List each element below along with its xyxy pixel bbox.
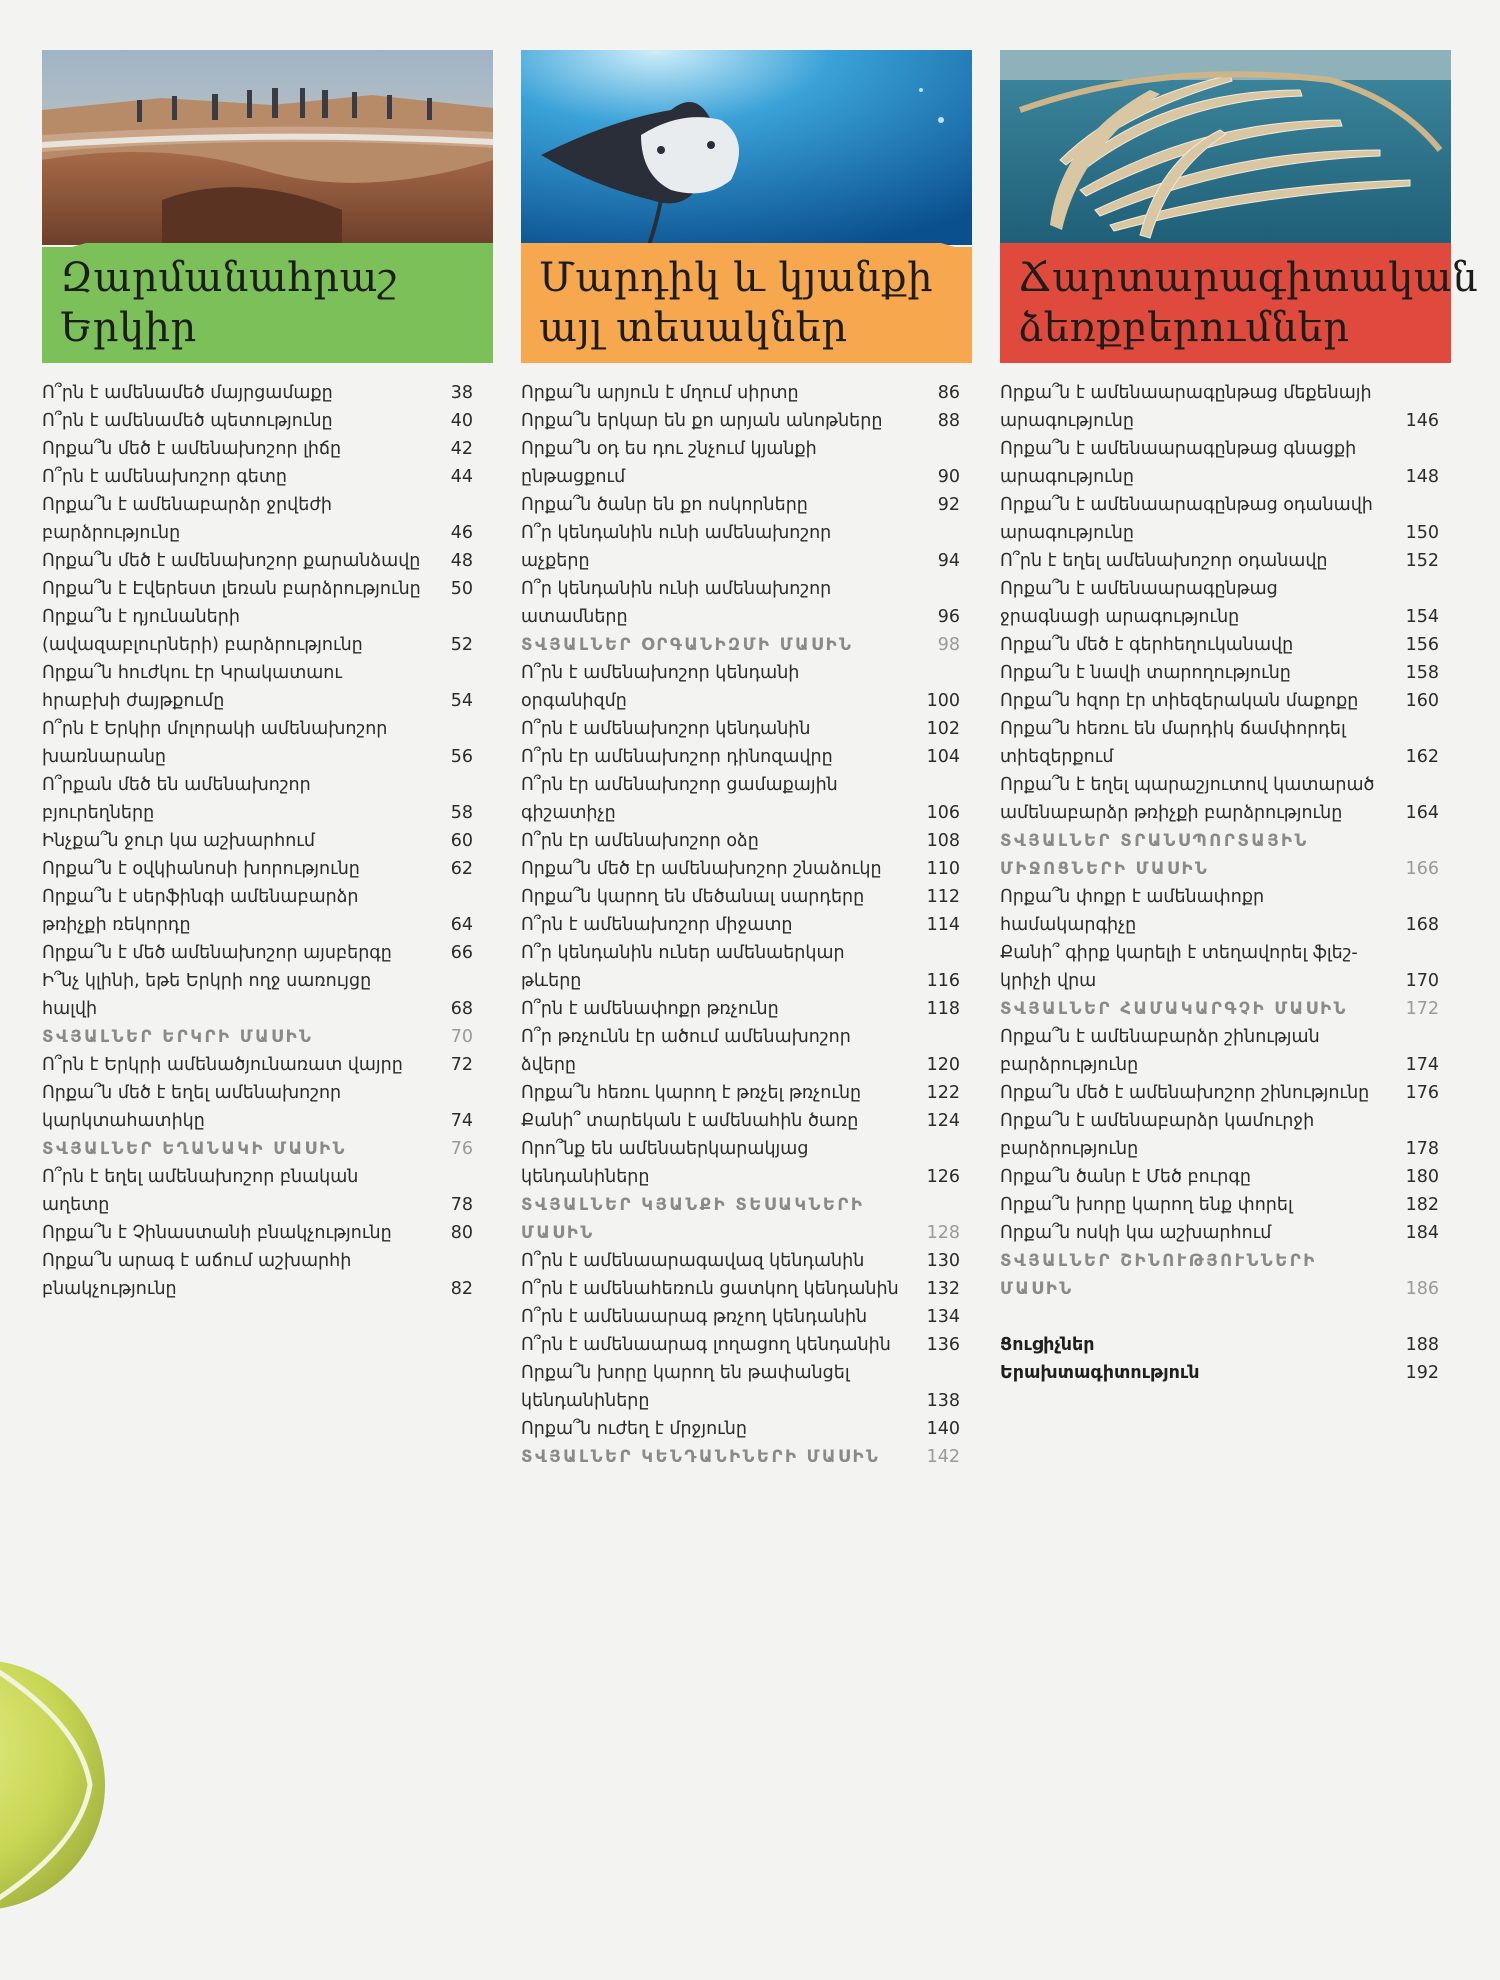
toc-entry-title: Որքա՞ն խորը կարող ենք փորել [1000, 1195, 1293, 1215]
toc-page-number: 118 [926, 999, 960, 1019]
toc-page-number: 88 [937, 411, 960, 431]
toc-entry[interactable] [521, 1303, 972, 1331]
toc-page-number: 184 [1405, 1223, 1439, 1243]
toc-column-life [521, 50, 972, 1471]
toc-page-number: 182 [1405, 1195, 1439, 1215]
toc-page-number: 112 [926, 887, 960, 907]
toc-page-number: 46 [450, 523, 473, 543]
toc-entry[interactable] [1000, 379, 1451, 435]
toc-entry[interactable] [1000, 631, 1451, 659]
toc-entry[interactable] [42, 603, 493, 659]
toc-page-number: 92 [937, 495, 960, 515]
toc-entry[interactable] [521, 771, 972, 827]
toc-entry-title: Որքա՞ն է եղել պարաշյուտով կատարած ամենաբարձր թռիչքի բարձրությունը [1000, 775, 1375, 823]
toc-entry[interactable] [521, 1023, 972, 1079]
toc-entry-title: Ո՞րն է եղել ամենախոշոր օդանավը [1000, 551, 1328, 571]
toc-entry[interactable] [521, 491, 972, 519]
toc-entry[interactable] [42, 827, 493, 855]
toc-entry-title: ՏՎՅԱԼՆԵՐ ՏՐԱՆՍՊՈՐՏԱՅԻՆ ՄԻՋՈՑՆԵՐԻ ՄԱՍԻՆ [1000, 831, 1309, 878]
toc-facts-entry[interactable] [521, 631, 972, 659]
toc-entry-title: Ո՞րքան մեծ են ամենախոշոր բյուրեղները [42, 775, 311, 823]
toc-entry[interactable] [42, 1163, 493, 1219]
toc-entry[interactable] [1000, 547, 1451, 575]
toc-entry-title: Որքա՞ն է ամենաբարձր շինության բարձրությունը [1000, 1027, 1320, 1075]
toc-entry-title: Ո՞րն է Երկիր մոլորակի ամենախոշոր խառնարանը [42, 719, 388, 767]
toc-page-number: 72 [450, 1055, 473, 1075]
toc-entry-title: Ո՞րն է ամենահեռուն ցատկող կենդանին [521, 1279, 899, 1299]
toc-entry[interactable] [1000, 1107, 1451, 1163]
toc-page-number: 86 [937, 383, 960, 403]
toc-entry[interactable] [1000, 575, 1451, 631]
toc-entry[interactable] [521, 939, 972, 995]
toc-facts-entry[interactable] [42, 1135, 493, 1163]
toc-entry[interactable] [521, 1247, 972, 1275]
toc-entry[interactable] [521, 379, 972, 407]
section-title-engineering: Ճարտարագիտական ձեռքբերումներ [1018, 255, 1479, 351]
toc-page-number: 162 [1405, 747, 1439, 767]
toc-page-number: 146 [1405, 411, 1439, 431]
toc-entry-title: Ո՞րն էր ամենախոշոր դինոզավրը [521, 747, 833, 767]
toc-entry-title: Ո՞րն է ամենափոքր թռչունը [521, 999, 779, 1019]
toc-entry-title: Ո՞րն է ամենախոշոր գետը [42, 467, 288, 487]
toc-entry[interactable] [1000, 1219, 1451, 1247]
toc-page-number: 158 [1405, 663, 1439, 683]
toc-entry[interactable] [521, 1331, 972, 1359]
toc-entry[interactable] [521, 407, 972, 435]
toc-entry-title: Որքա՞ն է ամենաբարձր կամուրջի բարձրությունը [1000, 1111, 1315, 1159]
toc-entry-title: Որքա՞ն է ամենաարագընթաց օդանավի արագությունը [1000, 495, 1373, 543]
toc-entry-title: Որքա՞ն մեծ է ամենախոշոր քարանձավը [42, 551, 421, 571]
toc-entry-title: Որքա՞ն ոսկի կա աշխարհում [1000, 1223, 1272, 1243]
toc-page-number: 138 [926, 1391, 960, 1411]
toc-entry-title: ՏՎՅԱԼՆԵՐ ԵՐԿՐԻ ՄԱՍԻՆ [42, 1027, 314, 1046]
toc-facts-entry[interactable] [1000, 827, 1451, 883]
toc-entry[interactable] [1000, 1191, 1451, 1219]
toc-entry-title: Որքա՞ն փոքր է ամենափոքր համակարգիչը [1000, 887, 1265, 935]
toc-entry-title: Որքա՞ն է ամենաբարձր ջրվեժի բարձրությունը [42, 495, 332, 543]
toc-page-number: 40 [450, 411, 473, 431]
toc-page-number: 108 [926, 831, 960, 851]
toc-entry[interactable] [42, 575, 493, 603]
toc-page-number: 130 [926, 1251, 960, 1271]
toc-page-number: 168 [1405, 915, 1439, 935]
toc-entry[interactable] [1000, 939, 1451, 995]
toc-entry-title: ՏՎՅԱԼՆԵՐ ՕՐԳԱՆԻԶՄԻ ՄԱՍԻՆ [521, 635, 854, 654]
toc-page-number: 82 [450, 1279, 473, 1299]
toc-entry-title: Երախտագիտություն [1000, 1363, 1200, 1383]
toc-entry[interactable] [42, 855, 493, 883]
toc-facts-entry[interactable] [1000, 995, 1451, 1023]
toc-page-number: 90 [937, 467, 960, 487]
toc-entry[interactable] [1000, 715, 1451, 771]
toc-entry-title: Որքա՞ն արագ է աճում աշխարհի բնակչությունը [42, 1251, 352, 1299]
toc-entry-title: Որքա՞ն հեռու կարող է թռչել թռչունը [521, 1083, 862, 1103]
toc-entry-title: ՏՎՅԱԼՆԵՐ ԵՂԱՆԱԿԻ ՄԱՍԻՆ [42, 1139, 347, 1158]
toc-entry-title: ՏՎՅԱԼՆԵՐ ԿՅԱՆՔԻ ՏԵՍԱԿՆԵՐԻ ՄԱՍԻՆ [521, 1195, 865, 1242]
toc-entry[interactable] [1000, 435, 1451, 491]
toc-entry-title: Որքա՞ն օդ ես դու շնչում կյանքի ընթացքում [521, 439, 817, 487]
toc-entry-title: Ո՞րն է Երկրի ամենածյունառատ վայրը [42, 1055, 403, 1075]
toc-entry[interactable] [521, 1359, 972, 1415]
toc-entry-title: Որքա՞ն ծանր է Մեծ բուրգը [1000, 1167, 1251, 1187]
toc-entry[interactable] [42, 1079, 493, 1135]
toc-facts-entry[interactable] [1000, 1247, 1451, 1303]
toc-page-number: 120 [926, 1055, 960, 1075]
toc-entry-title: Ո՞րն էր ամենախոշոր ցամաքային գիշատիչը [521, 775, 838, 823]
toc-entry[interactable] [521, 519, 972, 575]
toc-entry[interactable] [42, 435, 493, 463]
toc-entry-title: ՏՎՅԱԼՆԵՐ ԿԵՆԴԱՆԻՆԵՐԻ ՄԱՍԻՆ [521, 1447, 881, 1466]
toc-entry-title: Որքա՞ն հզոր էր տիեզերական մաքոքը [1000, 691, 1359, 711]
manta-ray-image [521, 50, 972, 245]
toc-entry[interactable] [42, 407, 493, 435]
toc-entry[interactable] [1000, 1331, 1451, 1359]
toc-page-number: 140 [926, 1419, 960, 1439]
toc-page-number: 78 [450, 1195, 473, 1215]
toc-entry-title: Ո՞ր կենդանին ունի ամենախոշոր ատամները [521, 579, 832, 627]
toc-page-number: 132 [926, 1279, 960, 1299]
toc-entry[interactable] [521, 1135, 972, 1191]
toc-entry-title: Ո՞րն է ամենաարագ թռչող կենդանին [521, 1307, 868, 1327]
toc-entry[interactable] [42, 715, 493, 771]
toc-page-number: 160 [1405, 691, 1439, 711]
toc-entry-title: Ինչքա՞ն ջուր կա աշխարհում [42, 831, 315, 851]
toc-entry-title: Ի՞նչ կլինի, եթե Երկրի ողջ սառույցը հալվի [42, 971, 372, 1019]
toc-entry-title: Որո՞նք են ամենաերկարակյաց կենդանիները [521, 1139, 809, 1187]
toc-page-number: 74 [450, 1111, 473, 1131]
toc-entry[interactable] [1000, 659, 1451, 687]
toc-page-number: 80 [450, 1223, 473, 1243]
tennis-ball-icon [0, 1660, 115, 1910]
toc-entry[interactable] [1000, 1079, 1451, 1107]
toc-entry-title: Որքա՞ն է մեծ ամենախոշոր այսբերգը [42, 943, 392, 963]
toc-page-number: 116 [926, 971, 960, 991]
toc-entry[interactable] [1000, 687, 1451, 715]
toc-entry[interactable] [42, 939, 493, 967]
toc-entry-title: Ո՞րն է ամենաարագ լողացող կենդանին [521, 1335, 891, 1355]
toc-facts-entry[interactable] [521, 1191, 972, 1247]
toc-entry-title: Ո՞ր թռչունն էր ածում ամենախոշոր ձվերը [521, 1027, 851, 1075]
toc-page-number: 188 [1405, 1335, 1439, 1355]
toc-entry-title: Ո՞րն է եղել ամենախոշոր բնական աղետը [42, 1167, 359, 1215]
toc-entry[interactable] [42, 379, 493, 407]
toc-page-number: 122 [926, 1083, 960, 1103]
toc-entry[interactable] [42, 1051, 493, 1079]
toc-page-number: 124 [926, 1111, 960, 1131]
photo-skywalk [42, 50, 493, 245]
toc-page-number: 66 [450, 943, 473, 963]
toc-page-number: 68 [450, 999, 473, 1019]
toc-entry[interactable] [1000, 1163, 1451, 1191]
toc-entry[interactable] [42, 1219, 493, 1247]
toc-entry[interactable] [42, 463, 493, 491]
section-banner-life [521, 243, 972, 363]
toc-page-number: 62 [450, 859, 473, 879]
section-banner-engineering [1000, 243, 1479, 363]
toc-list-engineering [1000, 379, 1451, 1387]
toc-entry[interactable] [521, 575, 972, 631]
toc-page-number: 106 [926, 803, 960, 823]
toc-page-number: 98 [937, 635, 960, 655]
toc-page-number: 172 [1405, 999, 1439, 1019]
toc-page-number: 38 [450, 383, 473, 403]
toc-entry-title: Որքա՞ն խորը կարող են թափանցել կենդանիները [521, 1363, 850, 1411]
toc-entry-title: Ո՞ր կենդանին ունի ամենախոշոր աչքերը [521, 523, 832, 571]
toc-page-number: 170 [1405, 971, 1439, 991]
toc-entry-title: Որքա՞ն հուժկու էր Կրակատաու հրաբխի ժայթքումը [42, 663, 343, 711]
toc-entry[interactable] [1000, 1023, 1451, 1079]
toc-page-number: 42 [450, 439, 473, 459]
toc-page-number: 152 [1405, 551, 1439, 571]
toc-page-number: 96 [937, 607, 960, 627]
toc-entry-title: Որքա՞ն մեծ էր ամենախոշոր շնաձուկը [521, 859, 882, 879]
toc-entry-title: Որքա՞ն մեծ է ամենախոշոր շինությունը [1000, 1083, 1370, 1103]
toc-entry[interactable] [521, 1275, 972, 1303]
toc-entry-title: Ո՞րն է ամենամեծ մայրցամաքը [42, 383, 333, 403]
toc-page-number: 50 [450, 579, 473, 599]
toc-page-number: 176 [1405, 1083, 1439, 1103]
toc-page-number: 52 [450, 635, 473, 655]
toc-page-number: 178 [1405, 1139, 1439, 1159]
toc-entry-title: ՏՎՅԱԼՆԵՐ ՀԱՄԱԿԱՐԳՉԻ ՄԱՍԻՆ [1000, 999, 1348, 1018]
toc-list-life [521, 379, 972, 1471]
toc-entry-title: Որքա՞ն է դյունաների (ավազաբլուրների) բարձրությունը [42, 607, 363, 655]
toc-page-number: 44 [450, 467, 473, 487]
toc-page-number: 102 [926, 719, 960, 739]
toc-page-number: 110 [926, 859, 960, 879]
toc-page-number: 128 [926, 1223, 960, 1243]
toc-entry[interactable] [521, 995, 972, 1023]
toc-entry-title: ՏՎՅԱԼՆԵՐ ՇԻՆՈՒԹՅՈՒՆՆԵՐԻ ՄԱՍԻՆ [1000, 1251, 1317, 1298]
toc-entry-title: Որքա՞ն մեծ է ամենախոշոր լիճը [42, 439, 342, 459]
toc-page-number: 56 [450, 747, 473, 767]
toc-page-number: 104 [926, 747, 960, 767]
toc-entry[interactable] [521, 883, 972, 911]
toc-page-number: 58 [450, 803, 473, 823]
toc-page-number: 94 [937, 551, 960, 571]
toc-page-number: 134 [926, 1307, 960, 1327]
photo-manta-ray [521, 50, 972, 245]
toc-entry-title: Ո՞րն է ամենաարագավազ կենդանին [521, 1251, 865, 1271]
section-title-life: Մարդիկ և կյանքի այլ տեսակներ [539, 255, 934, 351]
toc-entry[interactable] [42, 967, 493, 1023]
toc-entry-title: Որքա՞ն է Էվերեստ լեռան բարձրությունը [42, 579, 421, 599]
toc-page-number: 76 [450, 1139, 473, 1159]
toc-entry[interactable] [1000, 883, 1451, 939]
toc-page-number: 154 [1405, 607, 1439, 627]
toc-entry-title: Ցուցիչներ [1000, 1335, 1095, 1355]
toc-page-number: 100 [926, 691, 960, 711]
toc-entry[interactable] [42, 883, 493, 939]
toc-page-number: 54 [450, 691, 473, 711]
toc-column-engineering [1000, 50, 1479, 1387]
toc-entry[interactable] [521, 659, 972, 715]
toc-entry-title: Որքա՞ն է ամենաարագընթաց գնացքի արագությունը [1000, 439, 1357, 487]
toc-page-number: 48 [450, 551, 473, 571]
toc-entry-title: Որքա՞ն մեծ է գերհեղուկանավը [1000, 635, 1294, 655]
toc-entry-title: Որքա՞ն է օվկիանոսի խորությունը [42, 859, 360, 879]
toc-entry-title: Որքա՞ն մեծ է եղել ամենախոշոր կարկտահատիկը [42, 1083, 342, 1131]
toc-entry-title: Քանի՞ տարեկան է ամենահին ծառը [521, 1111, 859, 1131]
toc-entry[interactable] [521, 1079, 972, 1107]
toc-entry-title: Որքա՞ն է ամենաարագընթաց մեքենայի արագությունը [1000, 383, 1372, 431]
toc-entry-title: Որքա՞ն հեռու են մարդիկ ճամփորդել տիեզերքում [1000, 719, 1346, 767]
toc-entry-title: Ո՞րն է ամենախոշոր կենդանին [521, 719, 811, 739]
toc-entry[interactable] [1000, 771, 1451, 827]
toc-entry[interactable] [521, 855, 972, 883]
toc-entry[interactable] [42, 1247, 493, 1303]
toc-page-number: 192 [1405, 1363, 1439, 1383]
toc-spacer [1000, 1303, 1451, 1331]
palm-island-image [1000, 50, 1451, 245]
toc-entry-title: Քանի՞ գիրք կարելի է տեղավորել ֆլեշ-կրիչի վրա [1000, 943, 1358, 991]
toc-entry[interactable] [521, 827, 972, 855]
toc-page-number: 60 [450, 831, 473, 851]
toc-entry-title: Ո՞ր կենդանին ուներ ամենաերկար թևերը [521, 943, 845, 991]
toc-entry[interactable] [1000, 491, 1451, 547]
toc-facts-entry[interactable] [42, 1023, 493, 1051]
toc-entry-title: Որքա՞ն է նավի տարողությունը [1000, 663, 1291, 683]
toc-entry-title: Որքա՞ն կարող են մեծանալ սարդերը [521, 887, 865, 907]
toc-entry[interactable] [521, 743, 972, 771]
toc-page-number: 64 [450, 915, 473, 935]
toc-entry[interactable] [42, 659, 493, 715]
toc-facts-entry[interactable] [521, 1443, 972, 1471]
toc-entry-title: Որքա՞ն ծանր են քո ոսկորները [521, 495, 808, 515]
toc-page-number: 166 [1405, 859, 1439, 879]
toc-entry[interactable] [42, 547, 493, 575]
toc-entry-title: Ո՞րն էր ամենախոշոր օձը [521, 831, 759, 851]
toc-entry-title: Ո՞րն է ամենախոշոր կենդանի օրգանիզմը [521, 663, 800, 711]
toc-page-number: 174 [1405, 1055, 1439, 1075]
toc-page-number: 70 [450, 1027, 473, 1047]
toc-entry[interactable] [42, 491, 493, 547]
toc-entry[interactable] [521, 1415, 972, 1443]
toc-entry-title: Ո՞րն է ամենամեծ պետությունը [42, 411, 333, 431]
toc-page-number: 164 [1405, 803, 1439, 823]
toc-page-number: 180 [1405, 1167, 1439, 1187]
toc-entry-title: Ո՞րն է ամենախոշոր միջատը [521, 915, 793, 935]
toc-entry-title: Որքա՞ն երկար են քո արյան անոթները [521, 411, 883, 431]
toc-entry[interactable] [42, 771, 493, 827]
photo-palm-island [1000, 50, 1451, 245]
section-title-earth: Զարմանահրաշ Երկիր [60, 255, 397, 351]
toc-page-number: 142 [926, 1447, 960, 1467]
toc-entry-title: Որքա՞ն է ամենաարագընթաց ջրագնացի արագությունը [1000, 579, 1278, 627]
toc-entry-title: Որքա՞ն է Չինաստանի բնակչությունը [42, 1223, 392, 1243]
toc-entry[interactable] [521, 911, 972, 939]
skywalk-image [42, 50, 493, 245]
toc-page-number: 148 [1405, 467, 1439, 487]
toc-page-number: 156 [1405, 635, 1439, 655]
toc-page-number: 150 [1405, 523, 1439, 543]
toc-entry[interactable] [1000, 1359, 1451, 1387]
section-banner-earth [42, 243, 493, 363]
toc-page-number: 186 [1405, 1279, 1439, 1299]
toc-entry[interactable] [521, 715, 972, 743]
toc-entry-title: Որքա՞ն ուժեղ է մրջյունը [521, 1419, 747, 1439]
toc-entry[interactable] [521, 435, 972, 491]
toc-page-number: 114 [926, 915, 960, 935]
toc-entry[interactable] [521, 1107, 972, 1135]
toc-entry-title: Որքա՞ն է սերֆինգի ամենաբարձր թռիչքի ռեկորդը [42, 887, 359, 935]
toc-page-number: 136 [926, 1335, 960, 1355]
toc-column-earth [42, 50, 493, 1303]
toc-page-number: 126 [926, 1167, 960, 1187]
toc-entry-title: Որքա՞ն արյուն է մղում սիրտը [521, 383, 799, 403]
toc-list-earth [42, 379, 493, 1303]
